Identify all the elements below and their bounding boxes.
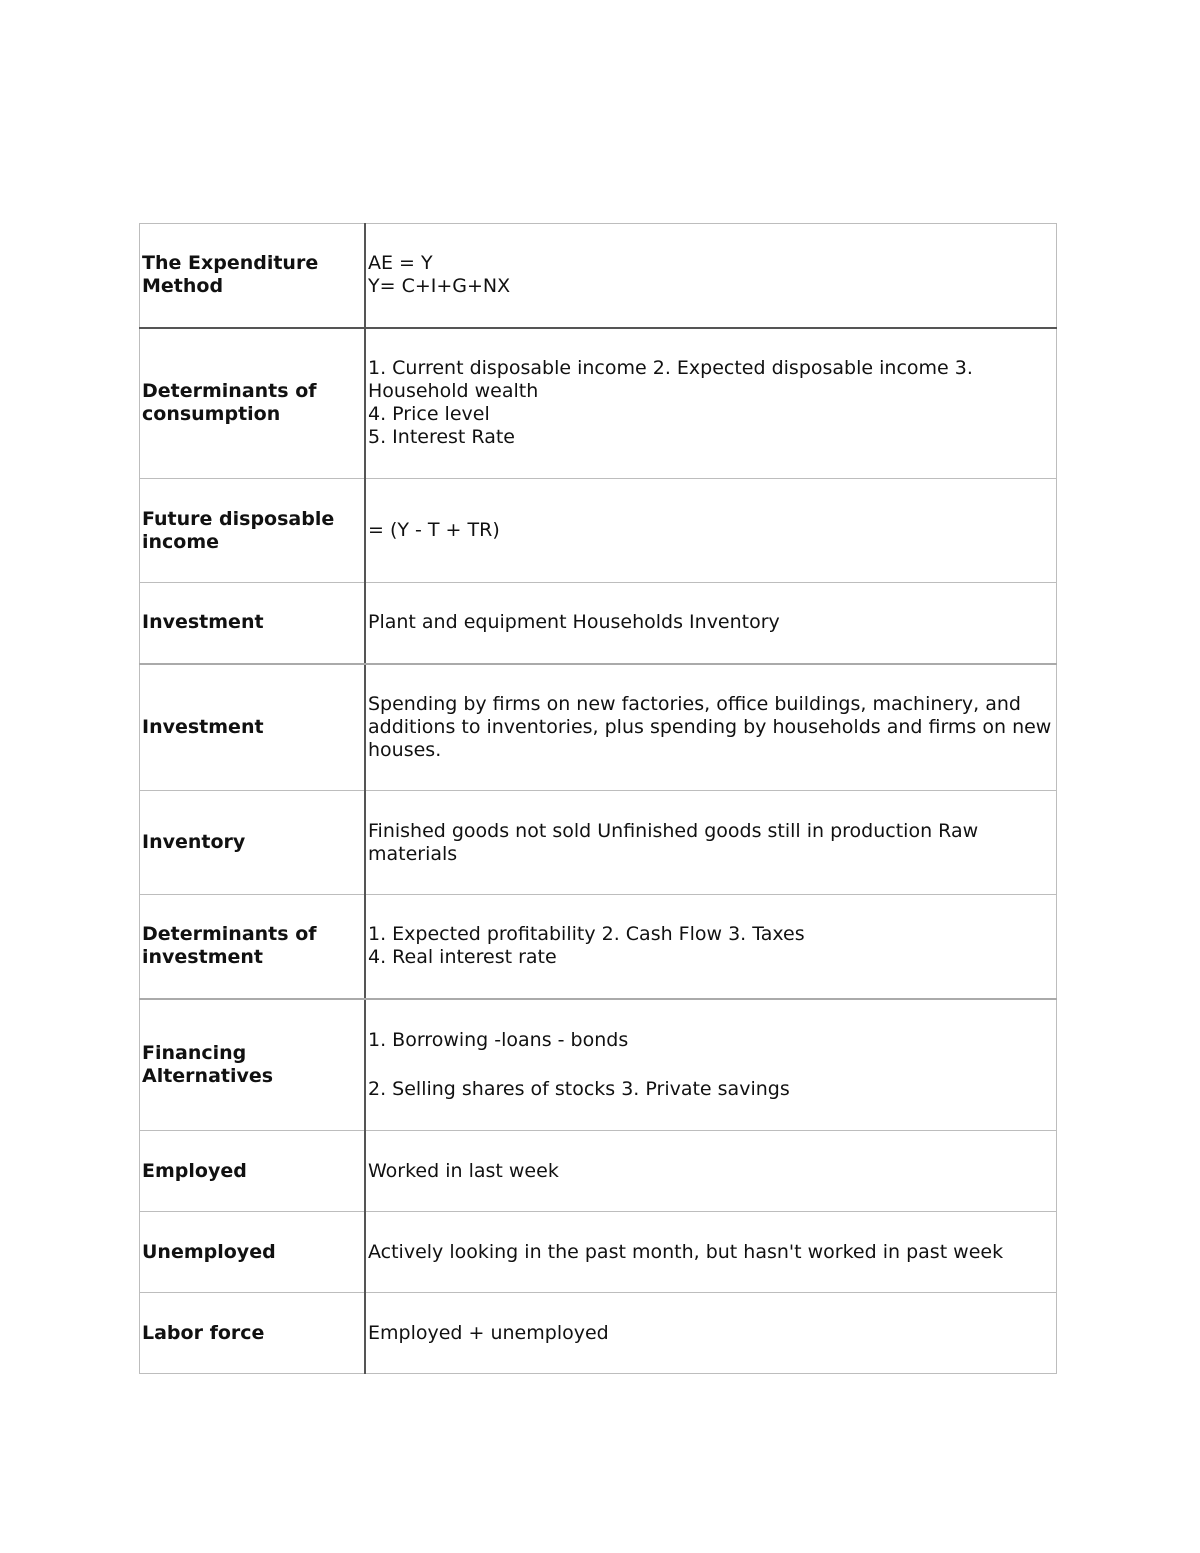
table-row: [140, 583, 1057, 664]
definition-cell: [365, 328, 1057, 479]
definition-line: AE = Y: [368, 252, 433, 275]
definition-cell: [365, 583, 1057, 664]
definition-line: Finished goods not sold Unfinished goods still in production Raw materials: [368, 819, 979, 865]
definition-cell: [365, 224, 1057, 328]
term-cell: Unemployed: [140, 1212, 366, 1293]
table-row: [140, 1212, 1057, 1293]
definition-line: 2. Selling shares of stocks 3. Private savings: [368, 1077, 790, 1100]
table-row: [140, 791, 1057, 895]
definition-cell: [365, 791, 1057, 895]
definition-line: 1. Current disposable income 2. Expected disposable income 3. Household wealth: [368, 357, 973, 403]
definition-cell: [365, 664, 1057, 791]
definition-line: 4. Real interest rate: [368, 946, 557, 969]
term-cell: The Expenditure Method: [140, 224, 366, 328]
definition-line: = (Y - T + TR): [368, 519, 500, 541]
definition-cell: [365, 895, 1057, 999]
definition-line: Y= C+I+G+NX: [368, 275, 511, 298]
term-cell: Inventory: [140, 791, 366, 895]
definition-line: Plant and equipment Households Inventory: [368, 611, 780, 634]
definition-line: 1. Borrowing -loans - bonds: [368, 1028, 629, 1051]
term-cell: Determinants of consumption: [140, 328, 366, 479]
table-row: [140, 664, 1057, 791]
term-cell: Future disposable income: [140, 479, 366, 583]
definition-cell: [365, 1212, 1057, 1293]
definition-line: Actively looking in the past month, but hasn't worked in past week: [368, 1240, 1004, 1263]
term-cell: Employed: [140, 1131, 366, 1212]
table-row: [140, 1131, 1057, 1212]
definition-line: 5. Interest Rate: [368, 426, 515, 449]
definition-cell: [365, 1293, 1057, 1374]
table-row: [140, 895, 1057, 999]
table-row: [140, 999, 1057, 1131]
definition-cell: [365, 1131, 1057, 1212]
definition-cell: [365, 479, 1057, 583]
line-spacer: [368, 1052, 1056, 1078]
definition-line: 1. Expected profitability 2. Cash Flow 3. Taxes: [368, 923, 805, 946]
term-cell: Labor force: [140, 1293, 366, 1374]
definition-line: Employed + unemployed: [368, 1321, 609, 1344]
definition-cell: [365, 999, 1057, 1131]
table-row: [140, 224, 1057, 328]
definition-line: Worked in last week: [368, 1159, 559, 1182]
table-row: [140, 1293, 1057, 1374]
term-cell: Investment: [140, 583, 366, 664]
term-cell: Financing Alternatives: [140, 999, 366, 1131]
table-row: [140, 479, 1057, 583]
definition-line: Spending by firms on new factories, office buildings, machinery, and additions to inventories, plus spending by households and firms on new houses.: [368, 692, 1052, 761]
table-row: [140, 328, 1057, 479]
term-cell: Determinants of investment: [140, 895, 366, 999]
definition-line: 4. Price level: [368, 403, 490, 426]
flashcard-table: [139, 223, 1057, 1374]
term-cell: Investment: [140, 664, 366, 791]
